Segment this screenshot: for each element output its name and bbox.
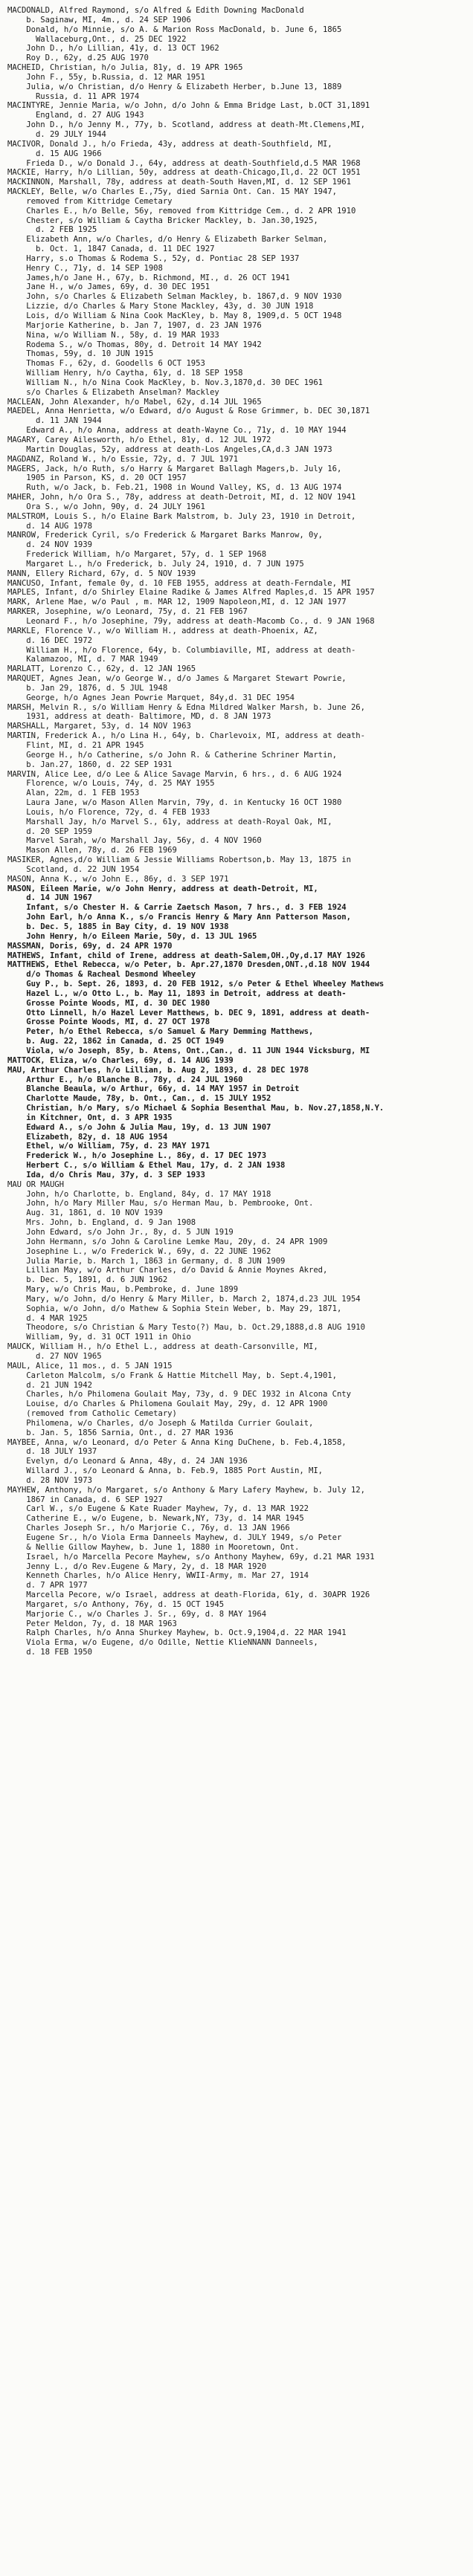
record-line: MATTHEWS, Ethel Rebecca, w/o Peter, b. Apr.27,1870 Dresden,ONT.,d.18 NOV 1944 [7,960,370,970]
record-line: Otto Linnell, h/o Hazel Lever Matthews, b. DEC 9, 1891, address at death- [7,1008,370,1017]
record-line: MACINTYRE, Jennie Maria, w/o John, d/o John & Emma Bridge Last, b.OCT 31,1891 [7,101,370,111]
record-line: Grosse Pointe Woods, MI, d. 30 DEC 1980 [7,998,210,1008]
record-line: Marvel Sarah, w/o Marshall Jay, 56y, d. 4 NOV 1960 [7,836,262,846]
record-line: Herbert C., s/o William & Ethel Mau, 17y, d. 2 JAN 1938 [7,1161,286,1171]
record-line: d. 14 AUG 1978 [7,521,92,531]
record-line: Frieda D., w/o Donald J., 64y, address at death-Southfield,d.5 MAR 1968 [7,158,361,168]
record-line: England, d. 27 AUG 1943 [7,111,144,120]
record-line: b. Aug. 22, 1862 in Canada, d. 25 OCT 1949 [7,1037,225,1046]
record-line: Eugene Sr., h/o Viola Erma Danneels Mayhew, d. JULY 1949, s/o Peter [7,1533,342,1542]
record-line: George, h/o Agnes Jean Powrie Marquet, 84y,d. 31 DEC 1954 [7,693,295,702]
record-line: Arthur E., h/o Blanche B., 78y, d. 24 JUL 1960 [7,1075,243,1084]
record-line: Theodore, s/o Christian & Mary Testo(?) Mau, b. Oct.29,1888,d.8 AUG 1910 [7,1323,365,1333]
record-line: Wallaceburg,Ont., d. 25 DEC 1922 [7,34,187,44]
record-line: b. Dec. 5, 1885 in Bay City, d. 19 NOV 1938 [7,922,229,931]
record-line: d. 15 AUG 1966 [7,149,102,158]
record-line: Lois, d/o William & Nina Cook MacKley, b. May 8, 1909,d. 5 OCT 1948 [7,311,342,320]
record-line: b. Oct. 1, 1847 Canada, d. 11 DEC 1927 [7,245,215,254]
record-line: removed from Kittridge Cemetary [7,196,173,206]
record-line: d/o Thomas & Racheal Desmond Wheeley [7,970,196,980]
record-line: Frederick W., h/o Josephine L., 86y, d. 17 DEC 1973 [7,1151,267,1161]
record-line: MAHER, John, h/o Ora S., 78y, address at death-Detroit, MI, d. 12 NOV 1941 [7,493,356,502]
record-line: John Hermann, s/o John & Caroline Lemke Mau, 20y, d. 24 APR 1909 [7,1237,328,1246]
record-line: John F., 55y, b.Russia, d. 12 MAR 1951 [7,72,205,82]
record-line: Donald, h/o Minnie, s/o A. & Marion Ross MacDonald, b. June 6, 1865 [7,25,342,34]
record-line: (removed from Catholic Cemetary) [7,1409,177,1419]
record-line: Carl W., s/o Eugene & Kate Ruader Mayhew, 7y, d. 13 MAR 1922 [7,1504,309,1514]
record-line: MASON, Eileen Marie, w/o John Henry, address at death-Detroit, MI, [7,884,318,893]
record-line: Rodema S., w/o Thomas, 80y, d. Detroit 14 MAY 1942 [7,340,262,349]
record-line: MAGDANZ, Roland W., h/o Essie, 72y, d. 7 JUL 1971 [7,454,239,464]
record-line: MASSMAN, Doris, 69y, d. 24 APR 1970 [7,941,173,951]
record-line: MAUCK, William H., h/o Ethel L., address at death-Carsonville, MI, [7,1342,318,1352]
record-line: MASIKER, Agnes,d/o William & Jessie Williams Robertson,b. May 13, 1875 in [7,855,351,865]
record-line: Jenny L., d/o Rev.Eugene & Mary, 2y, d. 18 MAR 1920 [7,1562,267,1571]
record-line: d. 16 DEC 1972 [7,635,92,645]
record-line: George H., h/o Catherine, s/o John R. & Catherine Schriner Martin, [7,750,337,760]
record-line: b. Saginaw, MI, 4m., d. 24 SEP 1906 [7,15,191,25]
record-line: Alan, 22m, d. 1 FEB 1953 [7,789,140,798]
record-line: MAEDEL, Anna Henrietta, w/o Edward, d/o August & Rose Grimmer, b. DEC 30,1871 [7,407,370,416]
record-line: Elizabeth, 82y, d. 18 AUG 1954 [7,1132,168,1142]
record-line: John, h/o Mary Miller Mau, s/o Herman Mau, b. Pembrooke, Ont. [7,1199,314,1208]
record-line: 1931, address at death- Baltimore, MD, d. 8 JAN 1973 [7,712,271,722]
record-line: MACLEAN, John Alexander, h/o Mabel, 62y, d.14 JUL 1965 [7,397,262,407]
record-line: William, 9y, d. 31 OCT 1911 in Ohio [7,1333,191,1342]
record-line: MARSHALL, Margaret, 53y, d. 14 NOV 1963 [7,722,191,731]
record-line: d. 4 MAR 1925 [7,1313,88,1323]
record-line: Leonard F., h/o Josephine, 79y, address at death-Macomb Co., d. 9 JAN 1968 [7,617,375,626]
record-line: Marshall Jay, h/o Marvel S., 61y, address at death-Royal Oak, MI, [7,817,332,826]
record-line: John, s/o Charles & Elizabeth Selman Mackley, b. 1867,d. 9 NOV 1930 [7,292,342,302]
record-line: MAU OR MAUGH [7,1179,64,1189]
record-line: John Edward, s/o John Jr., 8y, d. 5 JUN 1919 [7,1228,234,1237]
record-line: Harry, s.o Thomas & Rodema S., 52y, d. Pontiac 28 SEP 1937 [7,253,300,263]
record-line: Marjorie C., w/o Charles J. Sr., 69y, d. 8 MAY 1964 [7,1609,267,1619]
record-line: d. 21 JUN 1942 [7,1380,92,1390]
record-line: Scotland, d. 22 JUN 1954 [7,864,140,874]
record-line: Hazel L., w/o Otto L., b. May 11, 1893 in Detroit, address at death- [7,988,347,998]
record-line: Guy P., b. Sept. 26, 1893, d. 20 FEB 1912, s/o Peter & Ethel Wheeley Mathews [7,980,384,989]
record-line: John Henry, h/o Eileen Marie, 50y, d. 13 JUL 1965 [7,931,257,941]
record-line: MARLATT, Lorenzo C., 62y, d. 12 JAN 1965 [7,664,196,674]
record-line: in Kitchner, Ont, d. 3 APR 1935 [7,1113,173,1122]
record-line: Carleton Malcolm, s/o Frank & Hattie Mitchell May, b. Sept.4,1901, [7,1370,337,1380]
record-line: Edward A., h/o Anna, address at death-Wayne Co., 71y, d. 10 MAY 1944 [7,426,347,436]
record-line: 1867 in Canada, d. 6 SEP 1927 [7,1495,163,1504]
record-line: MANROW, Frederick Cyril, s/o Frederick & Margaret Barks Manrow, 0y, [7,531,323,540]
record-line: d. 27 NOV 1965 [7,1351,102,1361]
record-line: Viola Erma, w/o Eugene, d/o Odille, Nettie KlieNNANN Danneels, [7,1638,318,1648]
record-line: Blanche Beaula, w/o Arthur, 66y, d. 14 MAY 1957 in Detroit [7,1084,300,1094]
record-line: Philomena, w/o Charles, d/o Joseph & Matilda Currier Goulait, [7,1418,314,1428]
record-line: Charlotte Maude, 78y, b. Ont., Can., d. 15 JULY 1952 [7,1094,271,1104]
record-line: John D., h/o Lillian, 41y, d. 13 OCT 1962 [7,44,219,54]
record-line: Elizabeth Ann, w/o Charles, d/o Henry & Elizabeth Barker Selman, [7,235,328,245]
record-line: b. Dec. 5, 1891, d. 6 JUN 1962 [7,1275,168,1285]
record-line: MACKLEY, Belle, w/o Charles E.,75y, died Sarnia Ont. Can. 15 MAY 1947, [7,187,337,197]
record-line: Evelyn, d/o Leonard & Anna, 48y, d. 24 JAN 1936 [7,1457,248,1466]
record-line: Marjorie Katherine, b. Jan 7, 1907, d. 23 JAN 1976 [7,320,262,330]
record-line: d. 29 JULY 1944 [7,129,106,139]
record-line: b. Jan 29, 1876, d. 5 JUL 1948 [7,683,168,693]
record-line: Jane H., w/o James, 69y, d. 30 DEC 1951 [7,282,210,292]
record-line: Christian, h/o Mary, s/o Michael & Sophia Besenthal Mau, b. Nov.27,1858,N.Y. [7,1104,384,1113]
record-line: MAUL, Alice, 11 mos., d. 5 JAN 1915 [7,1361,173,1370]
record-line: Lizzie, d/o Charles & Mary Stone Mackley, 43y, d. 30 JUN 1918 [7,302,314,311]
record-line: & Nellie Gillow Mayhew, b. June 1, 1880 in Mooretown, Ont. [7,1542,300,1552]
record-line: MAPLES, Infant, d/o Shirley Elaine Radike & James Alfred Maples,d. 15 APR 1957 [7,588,375,598]
record-line: d. 11 JAN 1944 [7,416,102,426]
record-line: Kalamazoo, MI, d. 7 MAR 1949 [7,655,158,664]
record-line: d. 18 FEB 1950 [7,1648,92,1657]
record-line: Israel, h/o Marcella Pecore Mayhew, s/o Anthony Mayhew, 69y, d.21 MAR 1931 [7,1552,375,1562]
record-line: MANN, Ellery Richard, 67y, d. 5 NOV 1939 [7,569,196,578]
record-line: Lillian May, w/o Arthur Charles, d/o David & Annie Moynes Akred, [7,1266,328,1275]
record-line: John D., h/o Jenny M., 77y, b. Scotland, address at death-Mt.Clemens,MI, [7,120,365,130]
record-line: Nina, w/o William N., 58y, d. 19 MAR 1933 [7,330,219,340]
record-line: Charles E., h/o Belle, 56y, removed from Kittridge Cem., d. 2 APR 1910 [7,206,356,216]
record-line: Ruth, w/o Jack, b. Feb.21, 1908 in Wound Valley, KS, d. 13 AUG 1974 [7,483,342,493]
record-line: Henry C., 71y, d. 14 SEP 1908 [7,263,163,273]
record-line: Mary, w/o Chris Mau, b.Pembroke, d. June 1899 [7,1285,239,1295]
record-line: Julia, w/o Christian, d/o Henry & Elizabeth Herber, b.June 13, 1889 [7,82,342,91]
record-line: MASON, Anna K., w/o John E., 86y, d. 3 SEP 1971 [7,874,229,884]
record-line: Mary, w/o John, d/o Henry & Mary Miller, b. March 2, 1874,d.23 JUL 1954 [7,1294,361,1304]
record-line: d. 20 SEP 1959 [7,826,92,836]
record-line: d. 28 NOV 1973 [7,1475,92,1485]
record-line: Charles, h/o Philomena Goulait May, 73y, d. 9 DEC 1932 in Alcona Cnty [7,1390,351,1399]
record-line: MAYHEW, Anthony, h/o Margaret, s/o Anthony & Mary Lafery Mayhew, b. July 12, [7,1485,365,1495]
record-line: d. 2 FEB 1925 [7,225,97,235]
record-line: b. Jan. 5, 1856 Sarnia, Ont., d. 27 MAR 1936 [7,1428,234,1437]
record-line: MAGARY, Carey Ailesworth, h/o Ethel, 81y, d. 12 JUL 1972 [7,435,271,444]
record-line: MARKLE, Florence V., w/o William H., address at death-Phoenix, AZ, [7,626,318,635]
record-line: MARTIN, Frederick A., h/o Lina H., 64y, b. Charlevoix, MI, address at death- [7,731,365,741]
record-line: b. Jan.27, 1860, d. 22 SEP 1931 [7,760,173,769]
record-line: Thomas F., 62y, d. Goodells 6 OCT 1953 [7,359,205,369]
record-line: William N., h/o Nina Cook MacKley, b. Nov.3,1870,d. 30 DEC 1961 [7,378,323,387]
record-line: Laura Jane, w/o Mason Allen Marvin, 79y, d. in Kentucky 16 OCT 1980 [7,798,342,808]
record-line: Chester, s/o William & Caytha Bricker Mackley, b. Jan.30,1925, [7,216,318,225]
record-line: d. 7 APR 1977 [7,1581,88,1590]
record-line: Russia, d. 11 APR 1974 [7,91,140,101]
record-line: Infant, s/o Chester H. & Carrie Zaetsch Mason, 7 hrs., d. 3 FEB 1924 [7,903,347,913]
record-line: Grosse Pointe Woods, MI, d. 27 OCT 1978 [7,1017,210,1027]
record-line: Julia Marie, b. March 1, 1863 in Germany, d. 8 JUN 1909 [7,1256,286,1266]
record-line: Thomas, 59y, d. 10 JUN 1915 [7,349,154,359]
record-line: Florence, w/o Louis, 74y, d. 25 MAY 1955 [7,779,215,789]
record-line: MARKER, Josephine, w/o Leonard, 75y, d. 21 FEB 1967 [7,607,248,617]
record-line: William H., h/o Florence, 64y, b. Columbiaville, MI, address at death- [7,645,356,655]
record-line: MACDONALD, Alfred Raymond, s/o Alfred & Edith Downing MacDonald [7,6,304,15]
record-line: Marcella Pecore, w/o Israel, address at death-Florida, 61y, d. 30APR 1926 [7,1590,370,1600]
record-line: MANCUSO, Infant, female 0y, d. 10 FEB 1955, address at death-Ferndale, MI [7,578,351,588]
record-line: Willard J., s/o Leonard & Anna, b. Feb.9, 1885 Port Austin, MI, [7,1466,323,1476]
record-line: d. 14 JUN 1967 [7,893,92,903]
record-line: Charles Joseph Sr., h/o Marjorie C., 76y, d. 13 JAN 1966 [7,1524,290,1533]
record-line: John, h/o Charlotte, b. England, 84y, d. 17 MAY 1918 [7,1189,271,1199]
record-line: Catherine E., w/o Eugene, b. Newark,NY, 73y, d. 14 MAR 1945 [7,1514,304,1524]
record-line: s/o Charles & Elizabeth Anselman? Mackley [7,387,219,397]
record-line: Louise, d/o Charles & Philomena Goulait May, 29y, d. 12 APR 1900 [7,1399,328,1409]
record-line: Ralph Charles, h/o Anna Shurkey Mayhew, b. Oct.9,1904,d. 22 MAR 1941 [7,1628,347,1638]
record-line: MALSTROM, Louis S., h/o Elaine Bark Malstrom, b. July 23, 1910 in Detroit, [7,511,356,521]
record-line: Frederick William, h/o Margaret, 57y, d. 1 SEP 1968 [7,550,267,560]
record-line: MACIVOR, Donald J., h/o Frieda, 43y, address at death-Southfield, MI, [7,139,332,149]
record-line: Kenneth Charles, h/o Alice Henry, WWII-Army, m. Mar 27, 1914 [7,1571,309,1581]
record-line: MAGERS, Jack, h/o Ruth, s/o Harry & Margaret Ballagh Magers,b. July 16, [7,464,342,473]
record-line: Josephine L., w/o Frederick W., 69y, d. 22 JUNE 1962 [7,1246,271,1256]
record-line: Roy D., 62y, d.25 AUG 1970 [7,54,149,63]
record-line: Ethel, w/o William, 75y, d. 23 MAY 1971 [7,1142,210,1151]
record-line: Peter Meldon, 7y, d. 18 MAR 1963 [7,1619,177,1628]
record-line: Aug. 31, 1861, d. 10 NOV 1939 [7,1208,163,1218]
record-line: MARVIN, Alice Lee, d/o Lee & Alice Savage Marvin, 6 hrs., d. 6 AUG 1924 [7,769,342,779]
record-line: Ora S., w/o John, 90y, d. 24 JULY 1961 [7,502,205,511]
record-line: Mrs. John, b. England, d. 9 Jan 1908 [7,1218,196,1228]
record-line: MARSH, Melvin R., s/o William Henry & Edna Mildred Walker Marsh, b. June 26, [7,702,365,712]
record-line: Martin Douglas, 52y, address at death-Los Angeles,CA,d.3 JAN 1973 [7,444,332,454]
record-line: Edward A., s/o John & Julia Mau, 19y, d. 13 JUN 1907 [7,1122,271,1132]
record-line: Ida, d/o Chris Mau, 37y, d. 3 SEP 1933 [7,1170,205,1179]
record-line: John Earl, h/o Anna K., s/o Francis Henry & Mary Ann Patterson Mason, [7,913,351,922]
record-line: d. 18 JULY 1937 [7,1447,97,1457]
record-line: Peter, h/o Ethel Rebecca, s/o Samuel & Mary Demming Matthews, [7,1027,314,1037]
record-line: Flint, MI, d. 21 APR 1945 [7,740,144,750]
record-line: Louis, h/o Florence, 72y, d. 4 FEB 1933 [7,807,210,817]
record-line: Viola, w/o Joseph, 85y, b. Atens, Ont.,Can., d. 11 JUN 1944 Vicksburg, MI [7,1046,370,1055]
record-line: MACKIE, Harry, h/o Lillian, 50y, address at death-Chicago,Il,d. 22 OCT 1951 [7,168,361,178]
record-line: d. 24 NOV 1939 [7,540,92,550]
record-line: James,h/o Jane H., 67y, b. Richmond, MI., d. 26 OCT 1941 [7,273,290,282]
record-line: MARK, Arlene Mae, w/o Paul , m. MAR 12, 1909 Napoleon,MI, d. 12 JAN 1977 [7,598,347,607]
record-line: MACKINNON, Marshall, 78y, address at death-South Haven,MI, d. 12 SEP 1961 [7,178,351,187]
record-line: MAYBEE, Anna, w/o Leonard, d/o Peter & Anna King DuChene, b. Feb.4,1858, [7,1437,347,1447]
record-line: MACHEID, Christian, h/o Julia, 81y, d. 19 APR 1965 [7,63,243,73]
record-line: MATTOCK, Eliza, w/o Charles, 69y, d. 14 AUG 1939 [7,1055,234,1065]
record-line: Mason Allen, 78y, d. 26 FEB 1969 [7,846,177,855]
record-line: Margaret L., h/o Frederick, b. July 24, 1910, d. 7 JUN 1975 [7,559,304,569]
record-line: MATHEWS, Infant, child of Irene, address at death-Salem,OH.,Oy,d.17 MAY 1926 [7,951,365,960]
record-line: Margaret, s/o Anthony, 76y, d. 15 OCT 1945 [7,1599,225,1609]
record-line: MARQUET, Agnes Jean, w/o George W., d/o James & Margaret Stewart Powrie, [7,674,347,684]
record-line: William Henry, h/o Caytha, 61y, d. 18 SEP 1958 [7,369,243,378]
record-line: Sophia, w/o John, d/o Mathew & Sophia Stein Weber, b. May 29, 1871, [7,1304,342,1313]
record-line: MAU, Arthur Charles, h/o Lillian, b. Aug 2, 1893, d. 28 DEC 1978 [7,1065,309,1075]
record-line: 1905 in Parson, KS, d. 20 OCT 1957 [7,473,187,483]
